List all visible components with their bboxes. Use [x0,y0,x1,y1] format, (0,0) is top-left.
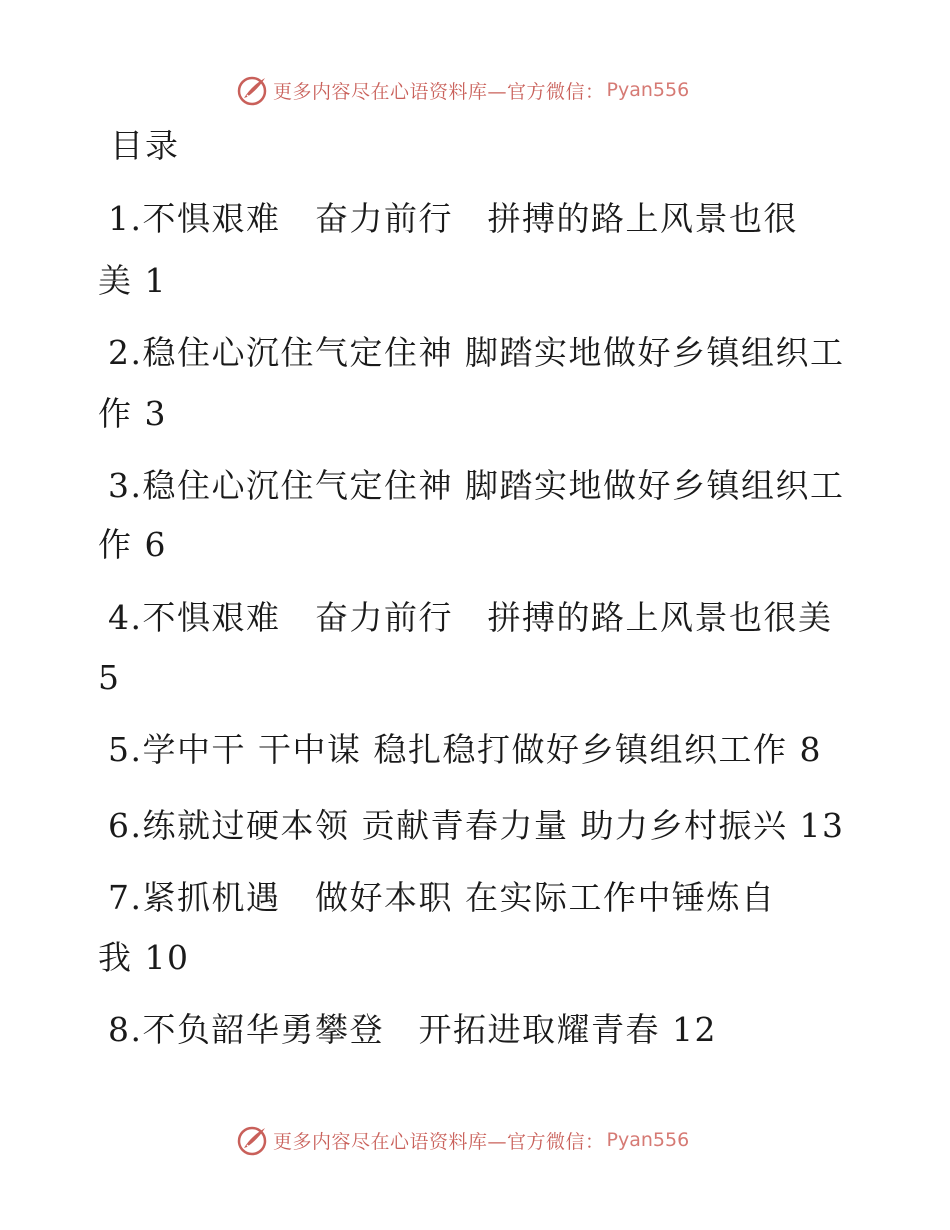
toc-entry-1[interactable]: 1.不惧艰难 奋力前行 拼搏的路上风景也很 [108,199,798,238]
toc-entry-2[interactable]: 2.稳住心沉住气定住神 脚踏实地做好乡镇组织工 [108,333,845,372]
footer-banner-text: 更多内容尽在心语资料库—官方微信： [273,1130,605,1153]
toc-entry-6[interactable]: 6.练就过硬本领 贡献青春力量 助力乡村振兴 13 [108,806,845,845]
header-banner [0,70,950,110]
toc-entry-4-cont[interactable]: 5 [98,658,121,697]
toc-entry-8[interactable]: 8.不负韶华勇攀登 开拓进取耀青春 12 [108,1010,717,1049]
quill-circle-logo-icon [235,73,269,107]
toc-entry-3[interactable]: 3.稳住心沉住气定住神 脚踏实地做好乡镇组织工 [108,466,845,505]
header-banner-text: 更多内容尽在心语资料库—官方微信： [273,80,605,103]
toc-entry-3-cont[interactable]: 作 6 [98,525,167,564]
toc-entry-7[interactable]: 7.紧抓机遇 做好本职 在实际工作中锤炼自 [108,878,776,917]
footer-banner [0,1120,950,1160]
toc-entry-2-cont[interactable]: 作 3 [98,394,167,433]
quill-circle-logo-icon [235,1123,269,1157]
footer-banner-account: Pyan556 [606,1129,690,1151]
toc-entry-4[interactable]: 4.不惧艰难 奋力前行 拼搏的路上风景也很美 [108,598,833,637]
toc-title: 目录 [110,126,180,165]
header-banner-account: Pyan556 [606,79,690,101]
toc-entry-5[interactable]: 5.学中干 干中谋 稳扎稳打做好乡镇组织工作 8 [108,730,822,769]
toc-entry-7-cont[interactable]: 我 10 [98,938,190,977]
toc-entry-1-cont[interactable]: 美 1 [98,261,167,300]
